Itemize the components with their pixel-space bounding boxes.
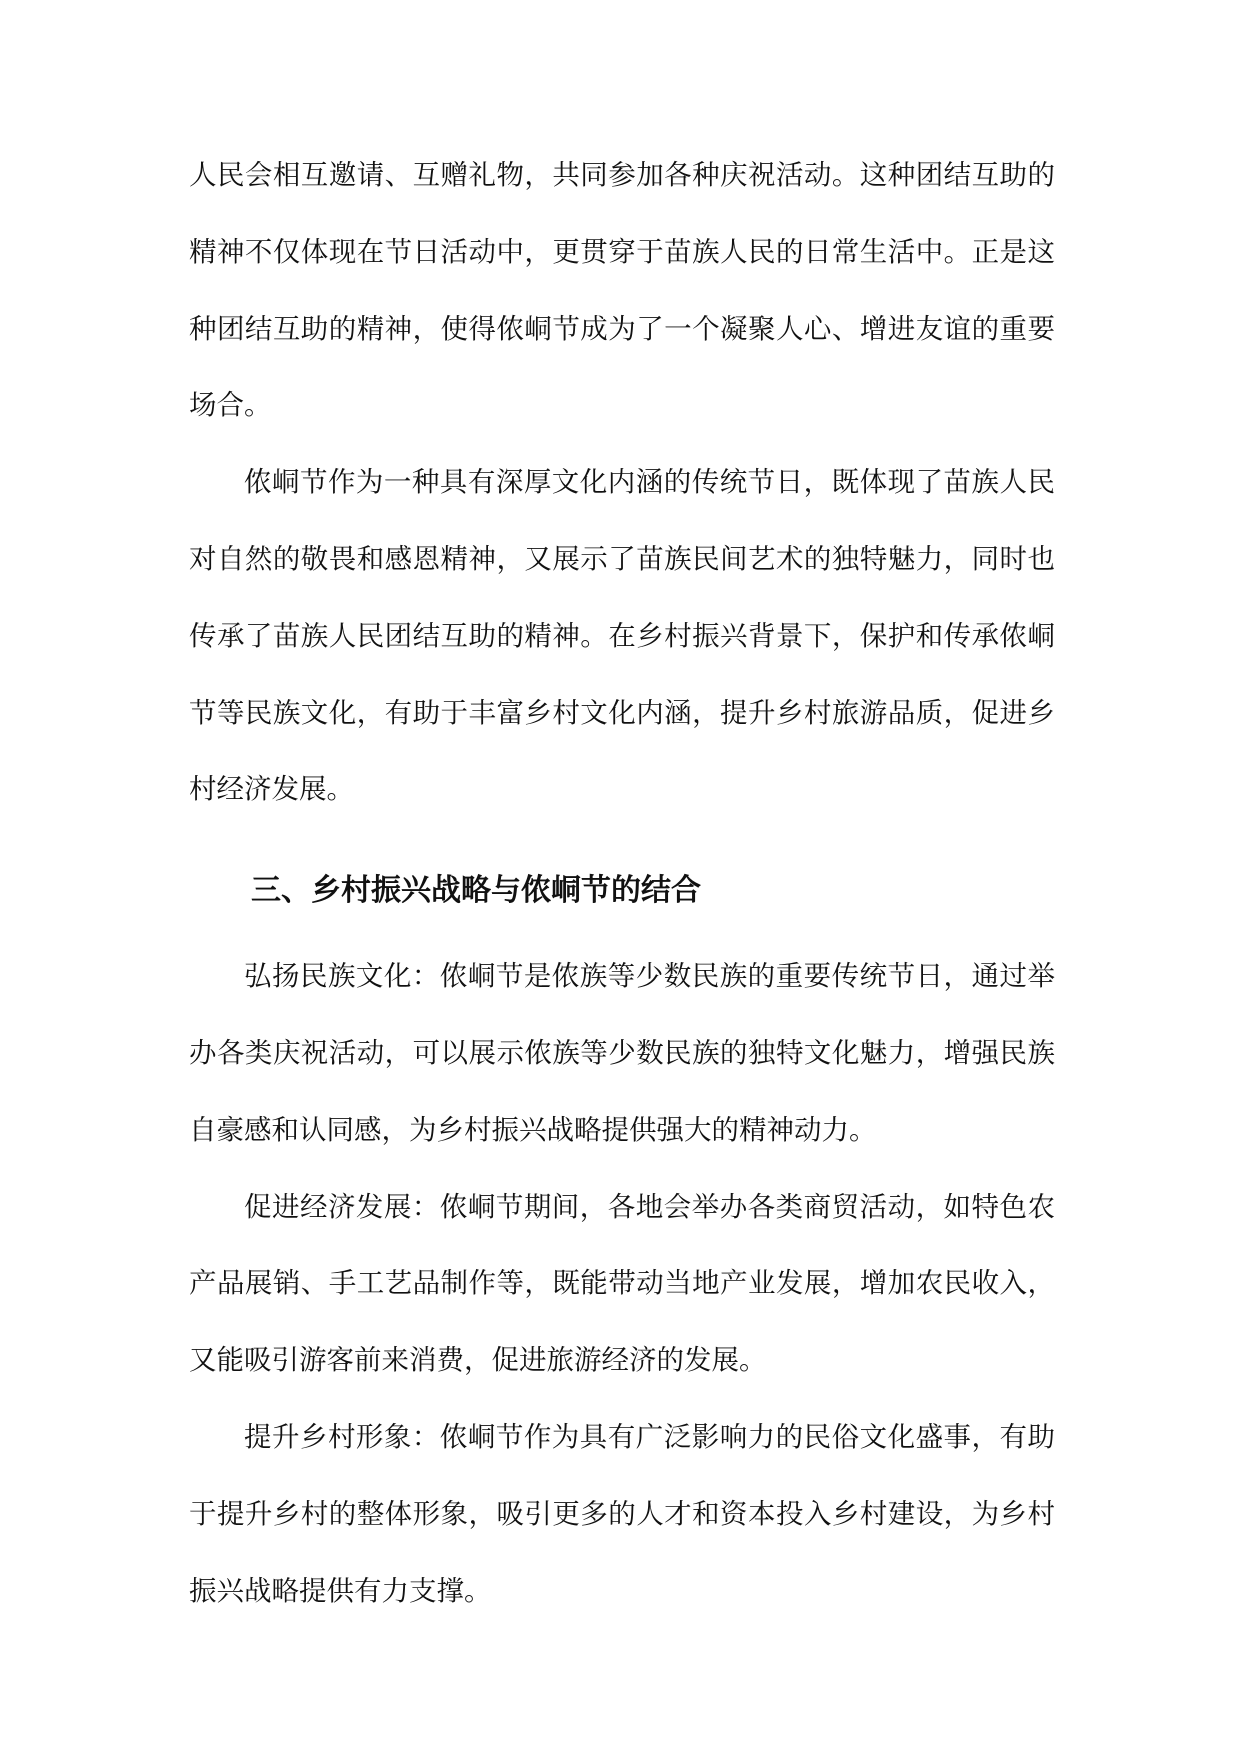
paragraph-2: 侬峒节作为一种具有深厚文化内涵的传统节日，既体现了苗族人民对自然的敬畏和感恩精神，又展示了苗族民间艺术的独特魅力，同时也传承了苗族人民团结互助的精神。在乡村振兴背景下，保护和传承侬峒节等民族文化，有助于丰富乡村文化内涵，提升乡村旅游品质，促进乡村经济发展。 — [189, 466, 1055, 806]
document-body — [189, 137, 1055, 1629]
paragraph-4: 促进经济发展：侬峒节期间，各地会举办各类商贸活动，如特色农产品展销、手工艺品制作等，既能带动当地产业发展，增加农民收入，又能吸引游客前来消费，促进旅游经济的发展。 — [189, 1190, 1055, 1377]
paragraph-3: 弘扬民族文化：侬峒节是侬族等少数民族的重要传统节日，通过举办各类庆祝活动，可以展示侬族等少数民族的独特文化魅力，增强民族自豪感和认同感，为乡村振兴战略提供强大的精神动力。 — [189, 960, 1055, 1146]
paragraph-1: 人民会相互邀请、互赠礼物，共同参加各种庆祝活动。这种团结互助的精神不仅体现在节日活动中，更贯穿于苗族人民的日常生活中。正是这种团结互助的精神，使得侬峒节成为了一个凝聚人心、增进友谊的重要场合。 — [189, 159, 1055, 422]
paragraph-5: 提升乡村形象：侬峒节作为具有广泛影响力的民俗文化盛事，有助于提升乡村的整体形象，吸引更多的人才和资本投入乡村建设，为乡村振兴战略提供有力支撑。 — [189, 1420, 1055, 1607]
section-heading: 三、乡村振兴战略与侬峒节的结合 — [251, 873, 701, 909]
